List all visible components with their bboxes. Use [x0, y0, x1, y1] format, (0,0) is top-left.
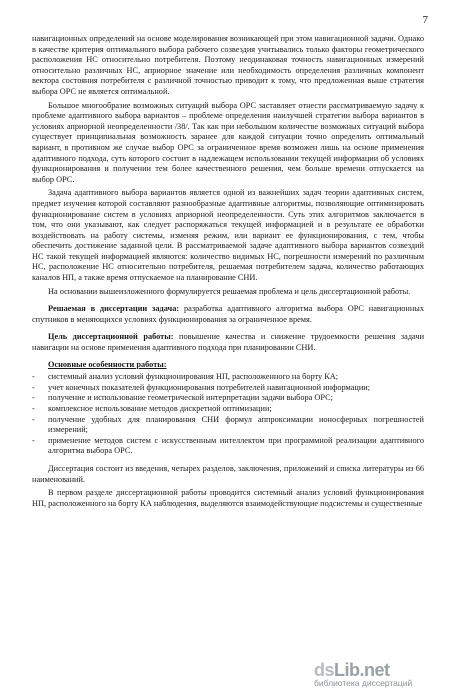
goal-text: повышение качества и снижение трудоемкости решения задачи навигации на основе применения адаптивного подхода при планировании СНИ. — [32, 332, 425, 353]
feature-marker: - — [32, 372, 35, 382]
features-heading: Основные особенности работы: — [48, 359, 167, 369]
page-number: 7 — [422, 14, 428, 26]
feature-text: комплексное использование методов дискретной оптимизации; — [48, 404, 272, 413]
task-text: разработка адаптивного алгоритма выбора ОРС навигационных спутников в меняющихся условиях функционирования за ограниченное время. — [32, 304, 425, 324]
feature-item — [32, 393, 424, 404]
feature-item — [32, 415, 424, 436]
paragraph-1: навигационных определений на основе моделирования возникающей при этом навигационной задачи. Однако в качестве критерия оптимального выбора рабочего созвездия учитывались только факторы геометрического расположения НС относительно потребителя. Поэтому неодинаковая точность навигационных измерений относительно различных НС, априорное значение или необходимость определения различных компонент вектора состояния потребителя с различной точностью приводит к тому, что предложенная выше стратегия выбора ОРС не является оптимальной. — [32, 34, 424, 96]
feature-marker: - — [32, 414, 35, 424]
feature-item — [32, 383, 424, 394]
feature-text: получение удобных для планирования СНИ формул аппроксимации ионосферных погрешностей измерений; — [48, 414, 424, 435]
feature-item — [32, 436, 424, 457]
page-body — [32, 34, 424, 512]
features-list — [32, 372, 424, 457]
paragraph-structure: Диссертация состоит из введения, четырех разделов, заключения, приложений и списка литературы из 66 наименований. — [32, 463, 424, 484]
paragraph-first-section: В первом разделе диссертационной работы проводится системный анализ условий функционирования НП, расположенного на борту КА наблюдения, выделяются взаимодействующие подсистемы и существенные — [32, 488, 424, 508]
feature-item — [32, 372, 424, 383]
watermark-logo-right: Lib.net — [334, 660, 390, 680]
feature-marker: - — [32, 393, 35, 403]
goal-paragraph — [32, 332, 424, 353]
paragraph-3: Задача адаптивного выбора вариантов является одной из важнейших задач теории адаптивных систем, предмет изучения которой составляют разнообразные адаптивные алгоритмы, позволяющие оптимизировать функционирование систем в условиях априорной неопределенности. Суть этих алгоритмов заключается в том, что они указывают, как следует распоряжаться текущей информацией и в результате ее обработки воздействовать на работу системы, изменяя режим, или вариант ее функционирования, с тем, чтобы обеспечить достижение заданной цели. В рассматриваемой задаче адаптивного выбора вариантов созвездий НС такой текущей информацией являются: количество видимых НС, погрешности измерений по различным НС, расположение НС относительно потребителя, решаемая потребителем задача, количество работающих каналов НП, а также время отпускаемое на планирование СНИ. — [32, 188, 424, 283]
feature-text: учет конечных показателей функционирования потребителей навигационной информации; — [48, 382, 371, 392]
paragraph-4: На основании вышеизложенного формулируется решаемая проблема и цель диссертационной работы. — [48, 286, 411, 296]
watermark — [314, 658, 444, 686]
goal-label: Цель диссертационной работы: — [48, 332, 174, 342]
watermark-logo-left: ds — [314, 660, 335, 680]
task-label: Решаемая в диссертации задача: — [48, 304, 180, 314]
feature-marker: - — [32, 435, 35, 445]
feature-text: получение и использование геометрической интерпретации задачи выбора ОРС; — [48, 393, 333, 403]
feature-item — [32, 404, 424, 415]
feature-marker: - — [32, 382, 35, 392]
task-paragraph — [32, 304, 424, 325]
watermark-caption: библиотека диссертаций — [314, 678, 413, 688]
feature-text: системный анализ условий функционирования НП, расположенного на борту КА; — [48, 372, 339, 382]
feature-text: применение методов систем с искусственным интеллектом при программной реализации адаптивного алгоритма выбора ОРС. — [48, 435, 424, 456]
feature-marker: - — [32, 404, 35, 413]
paragraph-2: Большое многообразие возможных ситуаций выбора ОРС заставляет отнести рассматриваемую задачу к проблеме адаптивного выбора вариантов – проблеме определения наилучшей стратегии выбора вариантов в условиях априорной неопределенности /38/. Так как при небольшом количестве возможных ситуаций выбора существует принципиальная возможность заранее для каждой ситуации точно определить оптимальный вариант, в противном же случае выбор ОРС за ограниченное время возможен лишь на основе применения адаптивного подхода, суть которого состоит в надлежащем использовании текущей информации об условиях функционирования и получении тем более качественного решения, чем больше времени отпускается на выбор ОРС. — [32, 100, 424, 184]
